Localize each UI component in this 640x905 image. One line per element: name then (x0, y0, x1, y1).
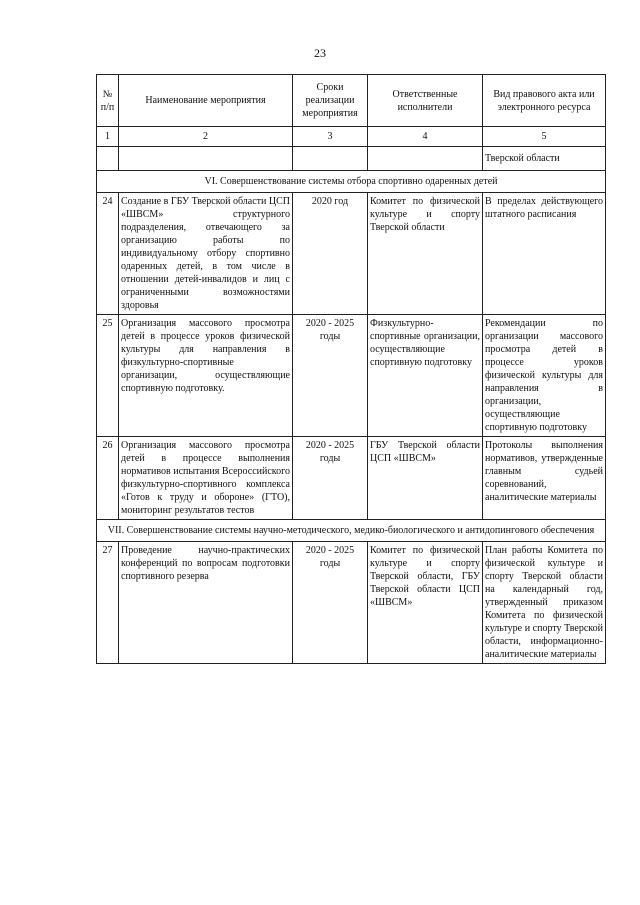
header-row (97, 75, 606, 127)
page-number: 23 (314, 46, 326, 60)
measure-responsible: Комитет по физической культуре и спорту Тверской области (368, 193, 483, 315)
row-number: 25 (97, 315, 119, 437)
table-row (97, 437, 606, 520)
measure-responsible: ГБУ Тверской области ЦСП «ШВСМ» (368, 437, 483, 520)
measure-name: Проведение научно-практических конференций по вопросам подготовки спортивного резерва (119, 542, 293, 664)
row-number: 27 (97, 542, 119, 664)
measure-term: 2020 год (293, 193, 368, 315)
measures-table (96, 74, 606, 664)
measure-act: В пределах действующего штатного расписания (483, 193, 606, 315)
measure-name: Организация массового просмотра детей в процессе уроков физической культуры для направления в физкультурно-спортивные организации, осуществляющие спортивную подготовку. (119, 315, 293, 437)
section-heading: VII. Совершенствование системы научно-методического, медико-биологического и антидопингового обеспечения (97, 520, 606, 542)
header-term: Сроки реализации мероприятия (293, 75, 368, 127)
table-row (97, 542, 606, 664)
column-number-row (97, 127, 606, 147)
column-number: 5 (483, 127, 606, 147)
row-number: 24 (97, 193, 119, 315)
continuation-row (97, 147, 606, 171)
measure-act: План работы Комитета по физической культуре и спорту Тверской области на календарный год, утвержденный приказом Комитета по физической культуре и спорту Тверской области, информационно-аналитические материалы (483, 542, 606, 664)
continuation-act: Тверской области (483, 147, 606, 171)
measure-responsible: Комитет по физической культуре и спорту Тверской области, ГБУ Тверской области ЦСП «ШВСМ» (368, 542, 483, 664)
section-heading: VI. Совершенствование системы отбора спортивно одаренных детей (97, 171, 606, 193)
table-row (97, 193, 606, 315)
header-responsible: Ответственные исполнители (368, 75, 483, 127)
measure-term: 2020 - 2025 годы (293, 437, 368, 520)
measure-name: Создание в ГБУ Тверской области ЦСП «ШВСМ» структурного подразделения, отвечающего за организацию работы по индивидуальному отбору спортивно одаренных детей, в том числе в отношении детей-инвалидов и лиц с ограниченными возможностями здоровья (119, 193, 293, 315)
column-number: 4 (368, 127, 483, 147)
header-act: Вид правового акта или электронного ресурса (483, 75, 606, 127)
header-name: Наименование мероприятия (119, 75, 293, 127)
measure-act: Рекомендации по организации массового просмотра детей в процессе уроков физической культуры для направления в организации, осуществляющие спортивную подготовку (483, 315, 606, 437)
column-number: 3 (293, 127, 368, 147)
header-num: № п/п (97, 75, 119, 127)
row-number: 26 (97, 437, 119, 520)
column-number: 1 (97, 127, 119, 147)
measure-name: Организация массового просмотра детей в процессе выполнения нормативов испытания Всероссийского физкультурно-спортивного комплекса «Готов к труду и обороне» (ГТО), мониторинг результатов тестов (119, 437, 293, 520)
section-heading-row (97, 171, 606, 193)
measure-term: 2020 - 2025 годы (293, 315, 368, 437)
column-number: 2 (119, 127, 293, 147)
measure-act: Протоколы выполнения нормативов, утвержденные главным судьей соревнований, аналитические материалы (483, 437, 606, 520)
section-heading-row (97, 520, 606, 542)
table-row (97, 315, 606, 437)
measure-term: 2020 - 2025 годы (293, 542, 368, 664)
measure-responsible: Физкультурно-спортивные организации, осуществляющие спортивную подготовку (368, 315, 483, 437)
